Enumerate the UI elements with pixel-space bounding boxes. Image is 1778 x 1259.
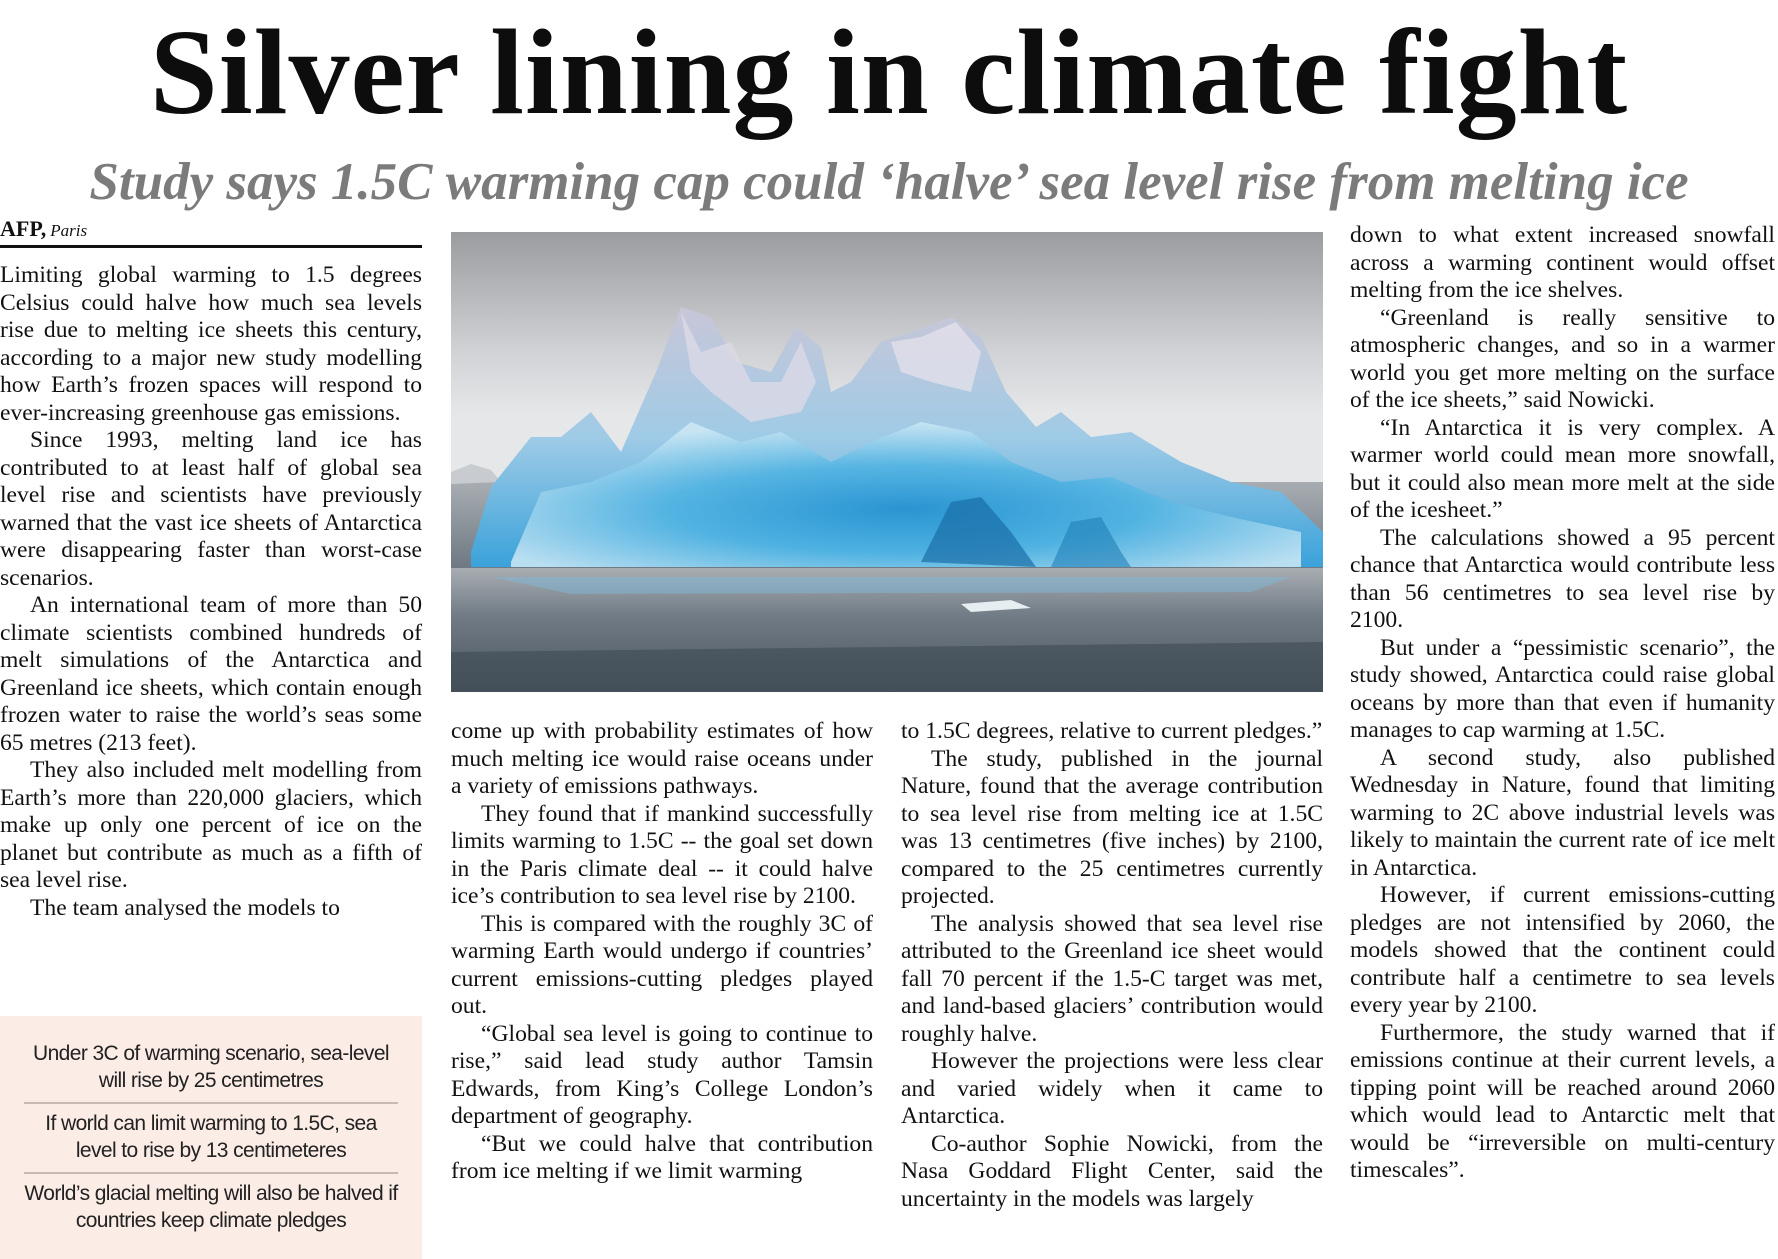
key-fact: Under 3C of warming scenario, sea-level will rise by 25 centimetres — [33, 1042, 389, 1092]
paragraph: “Global sea level is going to continue to rise,” said lead study author Tamsin Edwards, from King’s College London’s department of geography. — [451, 1020, 873, 1129]
paragraph: come up with probability estimates of how much melting ice would raise oceans under a variety of emissions pathways. — [451, 718, 873, 799]
paragraph: Furthermore, the study warned that if emissions continue at their current levels, a tipping point will be reached around 2060 which would lead to Antarctic melt that would be “irreversible on multi-century timescales”. — [1350, 1019, 1775, 1183]
paragraph: “But we could halve that contribution from ice melting if we limit warming — [451, 1130, 873, 1184]
paragraph: They found that if mankind successfully limits warming to 1.5C -- the goal set down in the Paris climate deal -- it could halve ice’s contribution to sea level rise by 2100. — [451, 800, 873, 909]
byline-place: Paris — [50, 221, 88, 240]
paragraph: The analysis showed that sea level rise attributed to the Greenland ice sheet would fall 70 percent if the 1.5-C target was met, and land-based glaciers’ contribution would roughly halve. — [901, 910, 1323, 1047]
paragraph: The calculations showed a 95 percent chance that Antarctica would contribute less than 56 centimetres to sea level rise by 2100. — [1350, 524, 1775, 633]
paragraph: This is compared with the roughly 3C of warming Earth would undergo if countries’ current emissions-cutting pledges played out. — [451, 910, 873, 1019]
byline-agency: AFP, — [0, 216, 47, 241]
paragraph: to 1.5C degrees, relative to current pledges.” — [901, 718, 1323, 744]
headline: Silver lining in climate fight — [149, 5, 1629, 140]
key-fact: If world can limit warming to 1.5C, sea level to rise by 13 centimeteres — [24, 1102, 398, 1172]
article-column-4 — [1350, 222, 1775, 1259]
paragraph: A second study, also published Wednesday in Nature, found that limiting warming to 2C above industrial levels was likely to maintain the current rate of ice melt in Antarctica. — [1350, 744, 1775, 881]
paragraph: “In Antarctica it is very complex. A warmer world could mean more snowfall, but it could also mean more melt at the side of the icesheet.” — [1350, 414, 1775, 523]
paragraph: Since 1993, melting land ice has contributed to at least half of global sea level rise and scientists have previously warned that the vast ice sheets of Antarctica were disappearing faster than worst-case scenarios. — [0, 427, 422, 591]
article-column-1 — [0, 262, 422, 992]
key-facts-sidebar — [0, 1016, 422, 1259]
paragraph: “Greenland is really sensitive to atmospheric changes, and so in a warmer world you get more melting on the surface of the ice sheets,” said Nowicki. — [1350, 304, 1775, 413]
paragraph: The study, published in the journal Nature, found that the average contribution to sea level rise from melting ice at 1.5C was 13 centimetres (five inches) by 2100, compared to the 25 centimetres currently projected. — [901, 745, 1323, 909]
paragraph: However the projections were less clear and varied widely when it came to Antarctica. — [901, 1048, 1323, 1129]
article-column-3 — [901, 718, 1323, 1259]
iceberg-photo — [451, 232, 1323, 692]
paragraph: down to what extent increased snowfall across a warming continent would offset melting from the ice shelves. — [1350, 222, 1775, 303]
paragraph: However, if current emissions-cutting pledges are not intensified by 2060, the models showed that the continent could contribute half a centimetre to sea levels every year by 2100. — [1350, 882, 1775, 1018]
paragraph: They also included melt modelling from Earth’s more than 220,000 glaciers, which make up only one percent of ice on the planet but contribute as much as a fifth of sea level rise. — [0, 757, 422, 893]
paragraph: The team analysed the models to — [30, 894, 340, 921]
byline — [0, 216, 422, 248]
subheadline: Study says 1.5C warming cap could ‘halve’ sea level rise from melting ice — [89, 153, 1689, 211]
article-column-2 — [451, 718, 873, 1259]
paragraph: Limiting global warming to 1.5 degrees Celsius could halve how much sea levels rise due to melting ice sheets this century, according to a major new study modelling how Earth’s frozen spaces will respond to ever-increasing greenhouse gas emissions. — [0, 262, 422, 426]
paragraph: An international team of more than 50 climate scientists combined hundreds of melt simulations of the Antarctica and Greenland ice sheets, which contain enough frozen water to raise the world’s seas some 65 metres (213 feet). — [0, 592, 422, 756]
paragraph: But under a “pessimistic scenario”, the study showed, Antarctica could raise global oceans by more than that even if humanity manages to cap warming at 1.5C. — [1350, 634, 1775, 743]
key-fact: World’s glacial melting will also be halved if countries keep climate pledges — [24, 1172, 398, 1242]
paragraph: Co-author Sophie Nowicki, from the Nasa Goddard Flight Center, said the uncertainty in the models was largely — [901, 1130, 1323, 1212]
